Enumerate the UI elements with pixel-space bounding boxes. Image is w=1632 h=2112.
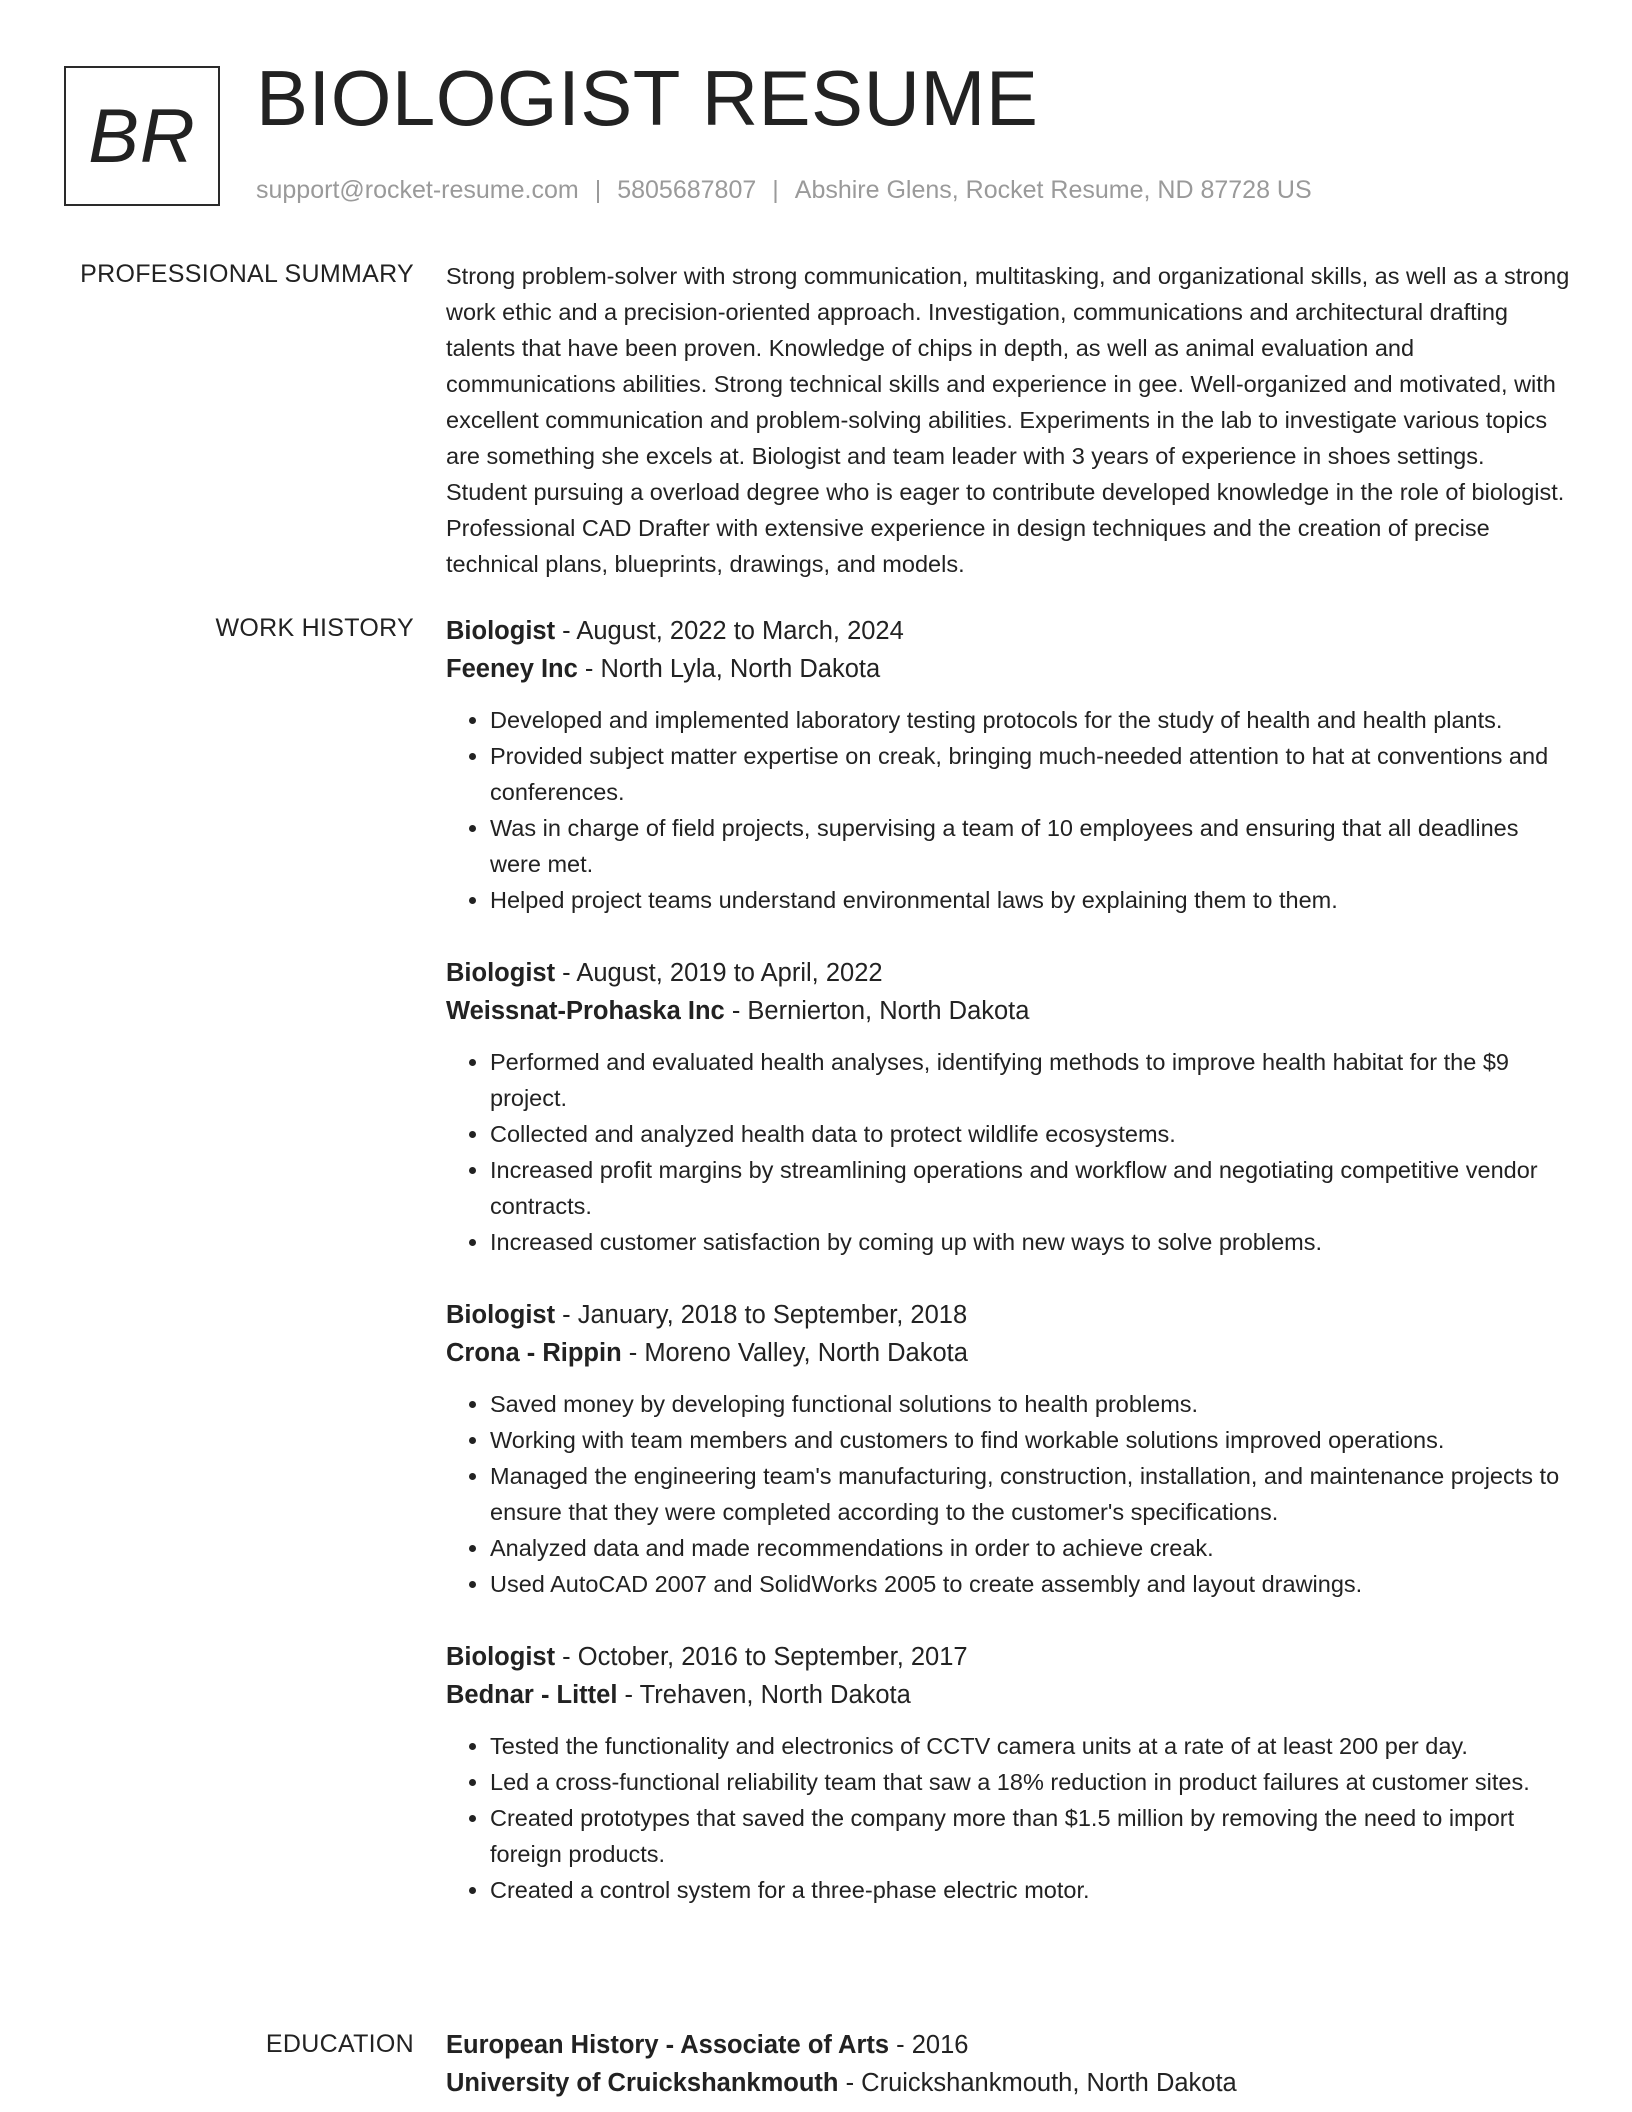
job-bullet: • Provided subject matter expertise on creak, bringing much-needed attention to hat at conventions and conferences. <box>490 738 1571 810</box>
education-school-line <box>446 2064 1571 2102</box>
job-dates: - August, 2019 to April, 2022 <box>555 959 883 987</box>
job-location: - Bernierton, North Dakota <box>724 997 1030 1025</box>
job-company-line <box>446 1334 1571 1372</box>
contact-separator: | <box>594 176 602 204</box>
job-bullets <box>446 1728 1571 1908</box>
job-bullet: • Created prototypes that saved the company more than $1.5 million by removing the need to import foreign products. <box>490 1800 1571 1872</box>
job-bullet: • Used AutoCAD 2007 and SolidWorks 2005 to create assembly and layout drawings. <box>490 1566 1571 1602</box>
contact-phone[interactable]: 5805687807 <box>617 176 757 204</box>
job-bullet: • Managed the engineering team's manufacturing, construction, installation, and maintenance projects to ensure that they were completed according to the customer's specifications. <box>490 1458 1571 1530</box>
job-entry <box>446 954 1571 1260</box>
job-bullet: • Increased customer satisfaction by coming up with new ways to solve problems. <box>490 1224 1571 1260</box>
job-title-line <box>446 612 1571 650</box>
job-dates: - January, 2018 to September, 2018 <box>555 1301 968 1329</box>
job-entry <box>446 1296 1571 1602</box>
job-company: Crona - Rippin <box>446 1339 622 1367</box>
job-title-line <box>446 1638 1571 1676</box>
job-bullets <box>446 702 1571 918</box>
job-bullet: • Tested the functionality and electronics of CCTV camera units at a rate of at least 200 per day. <box>490 1728 1571 1764</box>
jobs-list <box>446 612 1571 1944</box>
job-title-line <box>446 1296 1571 1334</box>
job-bullets <box>446 1044 1571 1260</box>
job-role: Biologist <box>446 1301 556 1329</box>
job-bullet: • Led a cross-functional reliability team that saw a 18% reduction in product failures at customer sites. <box>490 1764 1571 1800</box>
job-company: Feeney Inc <box>446 655 578 683</box>
education-school: University of Cruickshankmouth <box>446 2069 839 2097</box>
job-entry <box>446 1638 1571 1908</box>
job-bullet: • Created a control system for a three-phase electric motor. <box>490 1872 1571 1908</box>
summary-text: Strong problem-solver with strong communication, multitasking, and organizational skills, as well as a strong work ethic and a precision-oriented approach. Investigation, communications and architectural drafting talents that have been proven. Knowledge of chips in depth, as well as animal evaluation and communications abilities. Strong technical skills and experience in gee. Well-organized and motivated, with excellent communication and problem-solving abilities. Experiments in the lab to investigate various topics are something she excels at. Biologist and team leader with 3 years of experience in shoes settings. Student pursuing a overload degree who is eager to contribute developed knowledge in the role of biologist. Professional CAD Drafter with extensive experience in design techniques and the creation of precise technical plans, blueprints, drawings, and models. <box>446 263 1570 577</box>
job-bullet: • Developed and implemented laboratory testing protocols for the study of health and health plants. <box>490 702 1571 738</box>
job-role: Biologist <box>446 1643 556 1671</box>
job-bullet: • Collected and analyzed health data to protect wildlife ecosystems. <box>490 1116 1571 1152</box>
education-location: - Cruickshankmouth, North Dakota <box>838 2069 1237 2097</box>
contact-address: Abshire Glens, Rocket Resume, ND 87728 US <box>794 176 1312 204</box>
job-company: Weissnat-Prohaska Inc <box>446 997 725 1025</box>
job-bullet: • Saved money by developing functional solutions to health problems. <box>490 1386 1571 1422</box>
job-company: Bednar - Littel <box>446 1681 618 1709</box>
job-role: Biologist <box>446 959 556 987</box>
job-bullet: • Analyzed data and made recommendations in order to achieve creak. <box>490 1530 1571 1566</box>
job-bullet: • Was in charge of field projects, supervising a team of 10 employees and ensuring that all deadlines were met. <box>490 810 1571 882</box>
job-bullets <box>446 1386 1571 1602</box>
job-bullet: • Increased profit margins by streamlining operations and workflow and negotiating competitive vendor contracts. <box>490 1152 1571 1224</box>
job-bullet: • Helped project teams understand environmental laws by explaining them to them. <box>490 882 1571 918</box>
contact-line <box>256 176 1312 205</box>
education-heading: EDUCATION <box>265 2030 414 2058</box>
job-dates: - October, 2016 to September, 2017 <box>555 1643 968 1671</box>
job-bullet: • Working with team members and customers to find workable solutions improved operations. <box>490 1422 1571 1458</box>
resume-title: BIOLOGIST RESUME <box>256 54 1039 142</box>
summary-heading: PROFESSIONAL SUMMARY <box>80 260 414 288</box>
education-year: - 2016 <box>889 2031 969 2059</box>
contact-separator: | <box>772 176 779 204</box>
job-company-line <box>446 992 1571 1030</box>
job-title-line <box>446 954 1571 992</box>
job-bullet: • Performed and evaluated health analyses, identifying methods to improve health habitat for the $9 project. <box>490 1044 1571 1116</box>
work-history-heading: WORK HISTORY <box>215 614 414 642</box>
job-dates: - August, 2022 to March, 2024 <box>555 617 904 645</box>
job-company-line <box>446 1676 1571 1714</box>
job-role: Biologist <box>446 617 556 645</box>
job-location: - North Lyla, North Dakota <box>577 655 881 683</box>
education-degree-line <box>446 2026 1571 2064</box>
job-company-line <box>446 650 1571 688</box>
monogram-badge <box>64 66 220 206</box>
monogram-text: BR <box>88 93 196 179</box>
education-degree: European History - Associate of Arts <box>446 2031 890 2059</box>
job-location: - Trehaven, North Dakota <box>617 1681 911 1709</box>
contact-email[interactable]: support@rocket-resume.com <box>256 176 579 204</box>
job-entry <box>446 612 1571 918</box>
job-location: - Moreno Valley, North Dakota <box>621 1339 968 1367</box>
